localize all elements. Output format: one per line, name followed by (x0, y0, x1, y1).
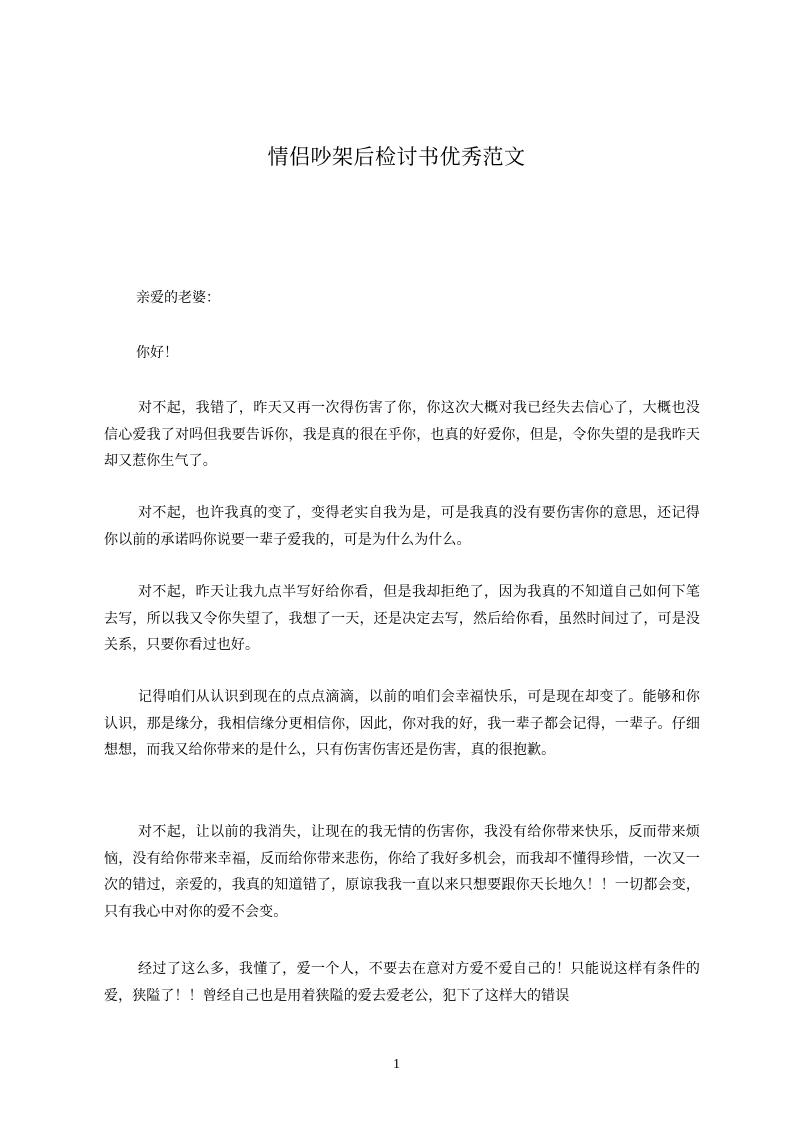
paragraph-3: 对不起，昨天让我九点半写好给你看，但是我却拒绝了，因为我真的不知道自己如何下笔去写，所以我又令你失望了，我想了一天，还是决定去写，然后给你看，虽然时间过了，可是没关系，只要你看过也好。 (104, 584, 700, 653)
hello-line: 你好！ (136, 345, 178, 361)
paragraph-4: 记得咱们从认识到现在的点点滴滴，以前的咱们会幸福快乐，可是现在却变了。能够和你认识，那是缘分，我相信缘分更相信你，因此，你对我的好，我一辈子都会记得，一辈子。仔细想想，而我又给你带来的是什么，只有伤害伤害还是伤害，真的很抱歉。 (104, 689, 700, 758)
paragraph-2: 对不起，也许我真的变了，变得老实自我为是，可是我真的没有要伤害你的意思，还记得你以前的承诺吗你说要一辈子爱我的，可是为什么为什么。 (104, 505, 700, 548)
paragraph-1: 对不起，我错了，昨天又再一次得伤害了你，你这次大概对我已经失去信心了，大概也没信心爱我了对吗但我要告诉你，我是真的很在乎你，也真的好爱你，但是，令你失望的是我昨天却又惹你生气了。 (104, 400, 700, 469)
page-title: 情侣吵架后检讨书优秀范文 (267, 145, 526, 169)
page-number: 1 (393, 1057, 400, 1072)
paragraph-5: 对不起，让以前的我消失，让现在的我无情的伤害你，我没有给你带来快乐，反而带来烦恼，没有给你带来幸福，反而给你带来悲伤，你给了我好多机会，而我却不懂得珍惜，一次又一次的错过，亲爱的，我真的知道错了，原谅我我一直以来只想要跟你天长地久！！一切都会变，只有我心中对你的爱不会变。 (104, 824, 700, 920)
paragraph-6: 经过了这么多，我懂了，爱一个人，不要去在意对方爱不爱自己的！只能说这样有条件的爱，狭隘了！！曾经自己也是用着狭隘的爱去爱老公，犯下了这样大的错误 (104, 961, 700, 1004)
greeting: 亲爱的老婆： (136, 290, 220, 306)
